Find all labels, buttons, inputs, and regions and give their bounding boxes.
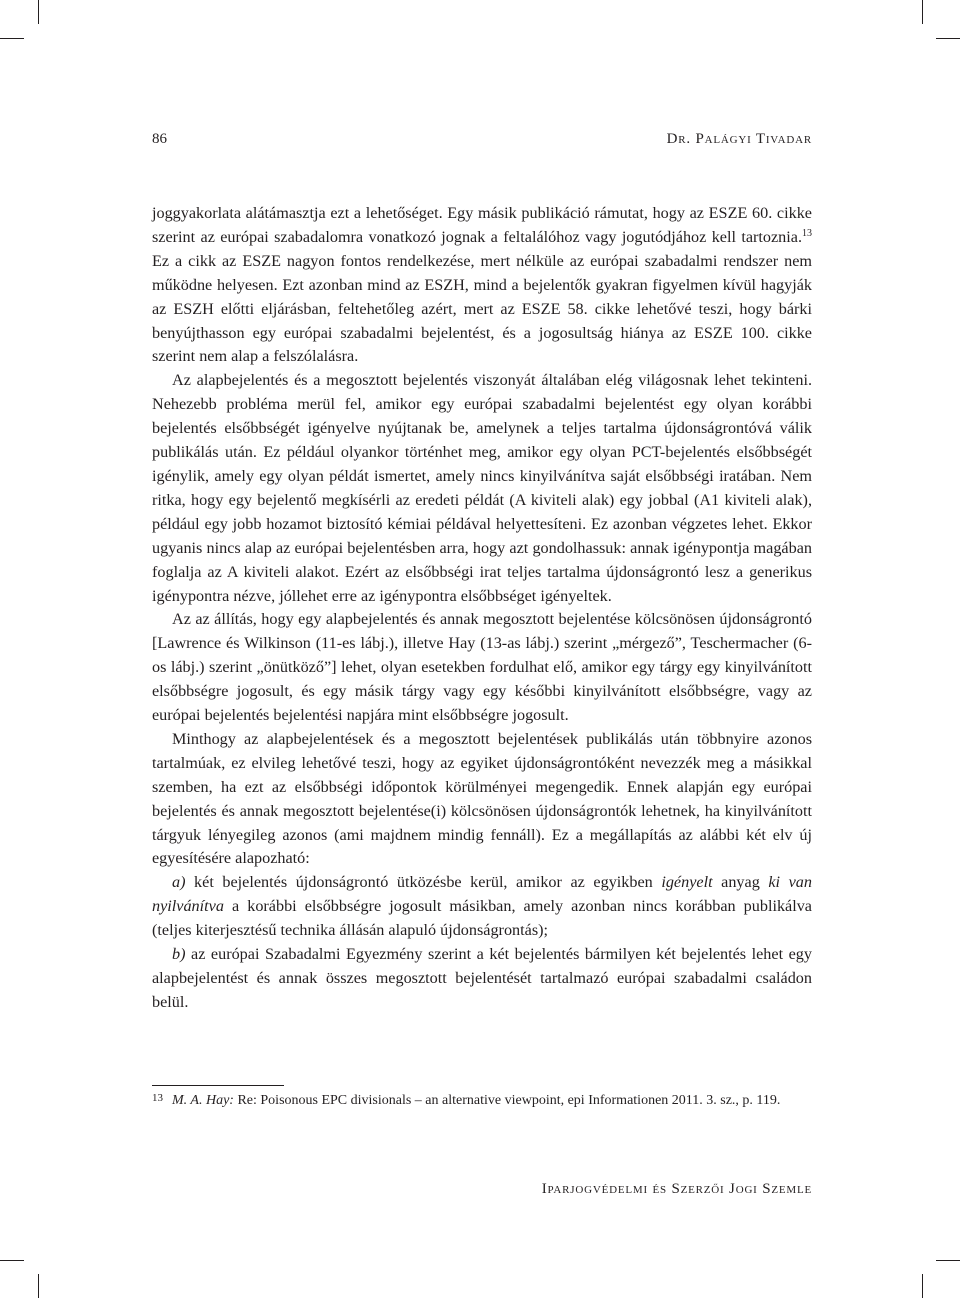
list-item-b	[152, 943, 812, 1015]
text-run: anyag	[712, 873, 769, 892]
emphasis: igényelt	[661, 873, 713, 892]
list-marker: b)	[172, 945, 186, 964]
crop-mark	[936, 38, 960, 39]
crop-mark	[922, 1274, 923, 1298]
footnote-author: M. A. Hay:	[172, 1093, 234, 1108]
crop-mark	[936, 1260, 960, 1261]
paragraph: Az alapbejelentés és a megosztott bejelentés viszonyát általában elég világosnak lehet tekinteni. Nehezebb probléma merül fel, amikor egy európai szabadalmi bejelentést egy olyan korábbi bejelentés elsőbbségét igényelve nyújtanak be, amelynek a teljes tartalma újdonságrontóvá válik publikálás után. Ez például olyankor történhet meg, amikor egy olyan PCT-bejelentés elsőbbségét igénylik, amely egy olyan példát ismertet, amely nincs kinyilvánítva saját elsőbbségi iratában. Nem ritka, hogy egy bejelentő megkísérli az eredeti példát (A kiviteli alak) egy jobbal (A1 kiviteli alak), például egy jobb hozamot biztosító kémiai példával helyettesíteni. Ez azonban végzetes lehet. Ekkor ugyanis nincs alap az európai bejelentésben arra, hogy azt gondolhassuk: annak igénypontja magában foglalja az A kiviteli alakot. Ezért az elsőbbségi irat teljes tartalma újdonságrontó lesz a generikus igénypontra nézve, jóllehet erre az igénypontra elsőbbséget igényeltek.	[152, 371, 812, 605]
text-run: a korábbi elsőbbségre jogosult másikban, amely azonban nincs korábban publikálva (teljes kiterjesztésű technika állásán alapuló újdonságrontás);	[152, 897, 812, 940]
footnote-text	[172, 1091, 814, 1111]
main-text	[152, 202, 812, 1015]
text-run: az európai Szabadalmi Egyezmény szerint a két bejelentés bármilyen két bejelentés lehet egy alapbejelentést és annak összes megosztott bejelentését tartalmazó európai szabadalmi családon belül.	[152, 945, 812, 1011]
emphasis: ki van nyilvánítva	[152, 873, 812, 916]
text-run: két bejelentés újdonságrontó ütközésbe kerül, amikor az egyikben	[185, 873, 662, 892]
list-marker: a)	[172, 873, 186, 892]
paragraph: Minthogy az alapbejelentések és a megosztott bejelentések publikálás után többnyire azonos tartalmúak, ez elvileg lehetővé teszi, hogy az egyiket újdonságrontóként nevezzék meg a másikkal szemben, ha ezt az elsőbbségi időpontok körülményei megengedik. Ennek alapján egy európai bejelentés és annak megosztott bejelentése(i) kölcsönösen újdonságrontók lehetnek, ha kinyilvánított tárgyuk lényegileg azonos (ami majdnem mindig fennáll). Ez a megállapítás az alábbi két elv új egyesítésére alapozható:	[152, 729, 812, 868]
crop-mark	[0, 1260, 24, 1261]
paragraph: Az az állítás, hogy egy alapbejelentés és annak megosztott bejelentése kölcsönösen újdonságrontó [Lawrence és Wilkinson (11-es lábj.), illetve Hay (13-as lábj.) szerint „mérgező”, Teschermacher (6-os lábj.) szerint „önütköző”] lehet, olyan esetekben fordulhat elő, amikor egy tárgy egy kinyilvánított elsőbbségre jogosult, és egy másik tárgy vagy egy későbbi kinyilvánított elsőbbségre, vagy az európai bejelentés bejelentési napjára mint elsőbbségre jogosult.	[152, 610, 812, 725]
page-number: 86	[152, 131, 167, 147]
crop-mark	[38, 1274, 39, 1298]
footnote-ref: 13	[802, 227, 812, 239]
footnote-body: Re: Poisonous EPC divisionals – an alternative viewpoint, epi Informationen 2011. 3. sz., p. 119.	[233, 1093, 781, 1108]
journal-title: Iparjogvédelmi és Szerzői Jogi Szemle	[541, 1181, 812, 1197]
text-run: joggyakorlata alátámasztja ezt a lehetőséget. Egy másik publikáció rámutat, hogy az ESZE 60. cikke szerint az európai szabadalomra vonatkozó jognak a feltalálóhoz vagy jogutódjához kell tartoznia.	[152, 204, 812, 246]
footnote	[152, 1091, 814, 1111]
crop-mark	[38, 0, 39, 24]
list-item-a	[152, 871, 812, 943]
running-head: Dr. Palágyi Tivadar	[666, 131, 812, 147]
footnote-number: 13	[152, 1092, 163, 1104]
text-run: Ez a cikk az ESZE nagyon fontos rendelkezése, mert nélküle az európai szabadalmi rendszer nem működne helyesen. Ezt azonban mind az ESZH, mind a bejelentők gyakran figyelmen kívül hagyják az ESZH előtti eljárásban, feltehetőleg azért, mert az ESZE 58. cikke lehetővé teszi, hogy bárki benyújthasson egy európai szabadalmi bejelentést, és a jogosultság hiánya az ESZE 100. cikke szerint nem alap a felszólalásra.	[152, 251, 812, 366]
footnote-divider	[152, 1085, 284, 1086]
crop-mark	[922, 0, 923, 24]
crop-mark	[0, 38, 24, 39]
paragraph	[152, 202, 812, 369]
